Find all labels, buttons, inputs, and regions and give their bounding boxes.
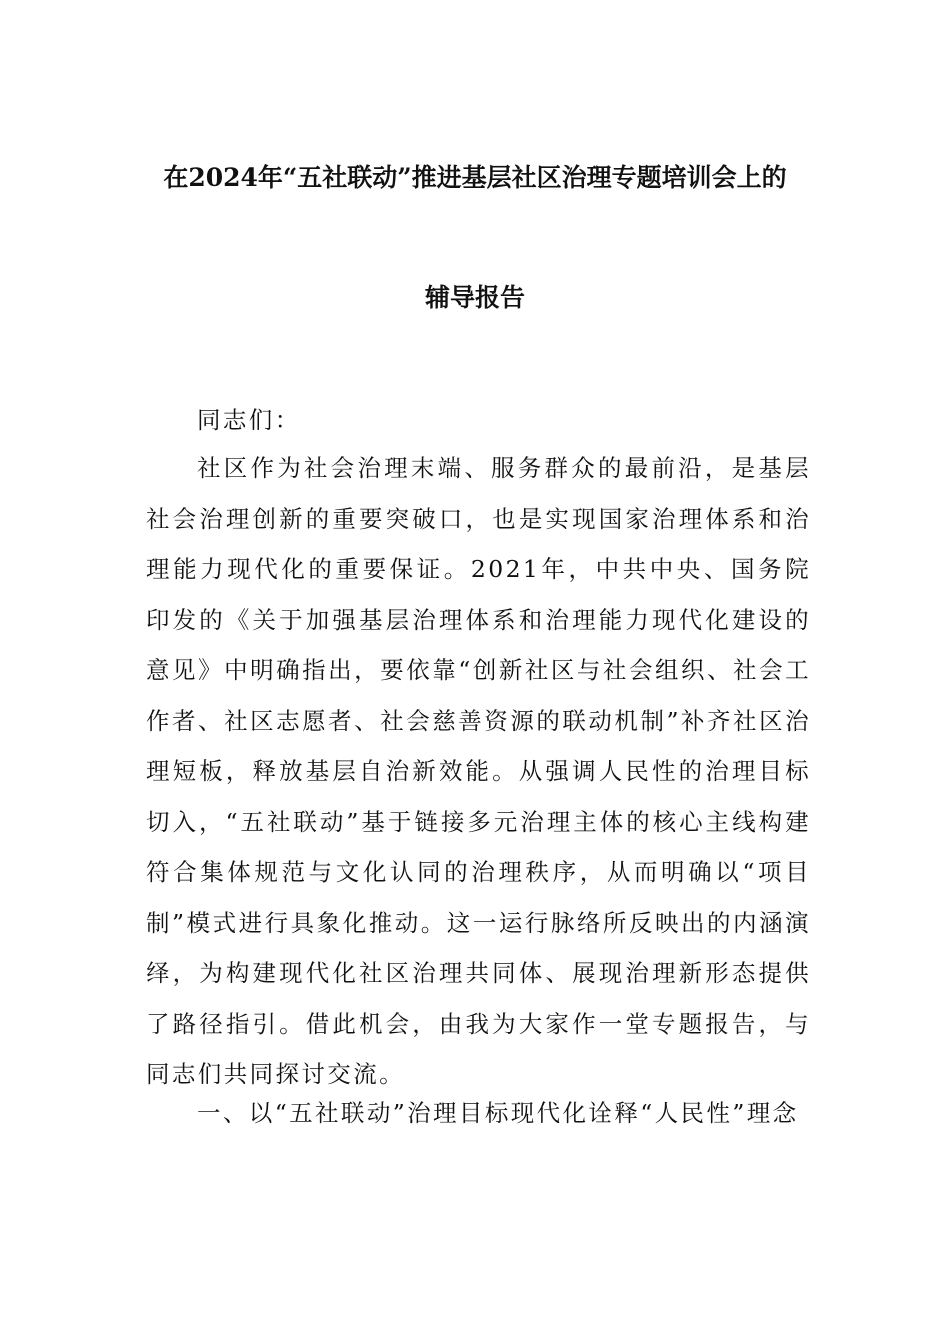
section-heading: 一、以“五社联动”治理目标现代化诠释“人民性”理念 <box>197 1099 799 1127</box>
document-title-line-2: 辅导报告 <box>424 283 525 312</box>
body-paragraph: 社区作为社会治理末端、服务群众的最前沿，是基层社会治理创新的重要突破口，也是实现国家治理体系和治理能力现代化的重要保证。2021年，中共中央、国务院印发的《关于加强基层治理体系和治理能力现代化建设的意见》中明确指出，要依靠“创新社区与社会组织、社会工作者、社区志愿者、社会慈善资源的联动机制”补齐社区治理短板，释放基层自治新效能。从强调人民性的治理目标切入，“五社联动”基于链接多元治理主体的核心主线构建符合集体规范与文化认同的治理秩序，从而明确以“项目制”模式进行具象化推动。这一运行脉络所反映出的内涵演绎，为构建现代化社区治理共同体、展现治理新形态提供了路径指引。借此机会，由我为大家作一堂专题报告，与同志们共同探讨交流。 <box>146 454 811 1088</box>
document-title-line-1: 在2024年“五社联动”推进基层社区治理专题培训会上的 <box>163 163 787 192</box>
salutation: 同志们： <box>197 406 301 434</box>
